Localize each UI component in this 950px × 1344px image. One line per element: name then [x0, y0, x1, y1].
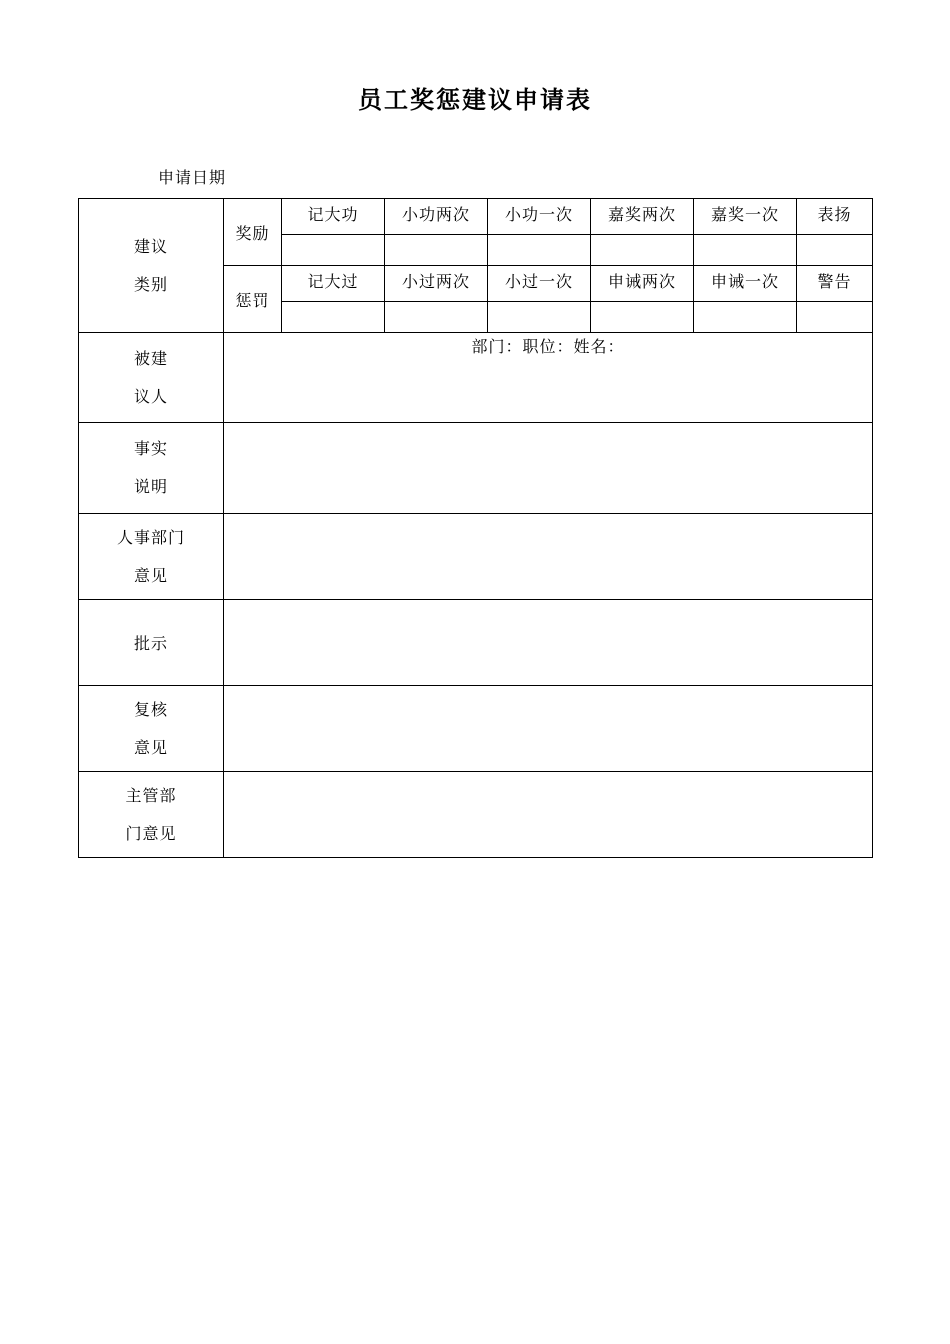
category-label-line2: 类别 — [133, 274, 168, 294]
application-form-table — [78, 198, 873, 858]
manager-opinion-row — [79, 772, 873, 858]
manager-opinion-label-line1: 主管部 — [125, 785, 177, 805]
proposed-person-field[interactable] — [224, 333, 873, 423]
review-label-cell — [79, 686, 224, 772]
approval-label: 批示 — [133, 634, 168, 653]
manager-opinion-label-cell — [79, 772, 224, 858]
punishment-input-cell[interactable] — [385, 302, 488, 333]
manager-opinion-label-line2: 门意见 — [125, 823, 177, 843]
reward-option: 嘉奖一次 — [694, 199, 797, 235]
punishment-input-cell[interactable] — [591, 302, 694, 333]
reward-input-cell[interactable] — [282, 235, 385, 266]
category-label-cell — [79, 199, 224, 333]
facts-label-line2: 说明 — [133, 477, 168, 496]
proposed-person-fields-text: 部门：职位：姓名： — [471, 337, 625, 356]
reward-option: 表扬 — [797, 199, 873, 235]
facts-field[interactable] — [224, 423, 873, 514]
punishment-option: 警告 — [797, 266, 873, 302]
punishment-option: 小过两次 — [385, 266, 488, 302]
reward-option: 小功两次 — [385, 199, 488, 235]
punishment-option: 记大过 — [282, 266, 385, 302]
punishment-input-cell[interactable] — [797, 302, 873, 333]
reward-option: 嘉奖两次 — [591, 199, 694, 235]
approval-field[interactable] — [224, 600, 873, 686]
review-label-line2: 意见 — [133, 737, 168, 757]
hr-opinion-row — [79, 514, 873, 600]
hr-opinion-field[interactable] — [224, 514, 873, 600]
category-label-line1: 建议 — [133, 236, 168, 256]
reward-option: 小功一次 — [488, 199, 591, 235]
reward-input-cell[interactable] — [488, 235, 591, 266]
punishment-label: 惩罚 — [224, 266, 282, 333]
punishment-input-cell[interactable] — [694, 302, 797, 333]
reward-input-cell[interactable] — [797, 235, 873, 266]
review-row — [79, 686, 873, 772]
punishment-option: 申诫一次 — [694, 266, 797, 302]
punishment-input-cell[interactable] — [488, 302, 591, 333]
proposed-person-row — [79, 333, 873, 423]
review-label-line1: 复核 — [133, 699, 168, 719]
punishment-option: 小过一次 — [488, 266, 591, 302]
manager-opinion-field[interactable] — [224, 772, 873, 858]
proposed-person-label-line1: 被建 — [133, 348, 168, 368]
proposed-person-label-cell — [79, 333, 224, 423]
proposed-person-label-line2: 议人 — [133, 386, 168, 406]
approval-label-cell — [79, 600, 224, 686]
page-title: 员工奖惩建议申请表 — [358, 85, 592, 114]
reward-option: 记大功 — [282, 199, 385, 235]
facts-label-line1: 事实 — [133, 439, 168, 458]
reward-label: 奖励 — [224, 199, 282, 266]
apply-date-label: 申请日期 — [158, 168, 227, 187]
hr-opinion-label-cell — [79, 514, 224, 600]
review-field[interactable] — [224, 686, 873, 772]
facts-label-cell — [79, 423, 224, 514]
punishment-option: 申诫两次 — [591, 266, 694, 302]
reward-input-cell[interactable] — [591, 235, 694, 266]
reward-options-row — [79, 199, 873, 235]
hr-opinion-label-line2: 意见 — [133, 565, 168, 585]
facts-row — [79, 423, 873, 514]
approval-row — [79, 600, 873, 686]
hr-opinion-label-line1: 人事部门 — [116, 527, 185, 547]
reward-input-cell[interactable] — [385, 235, 488, 266]
punishment-input-cell[interactable] — [282, 302, 385, 333]
reward-input-cell[interactable] — [694, 235, 797, 266]
